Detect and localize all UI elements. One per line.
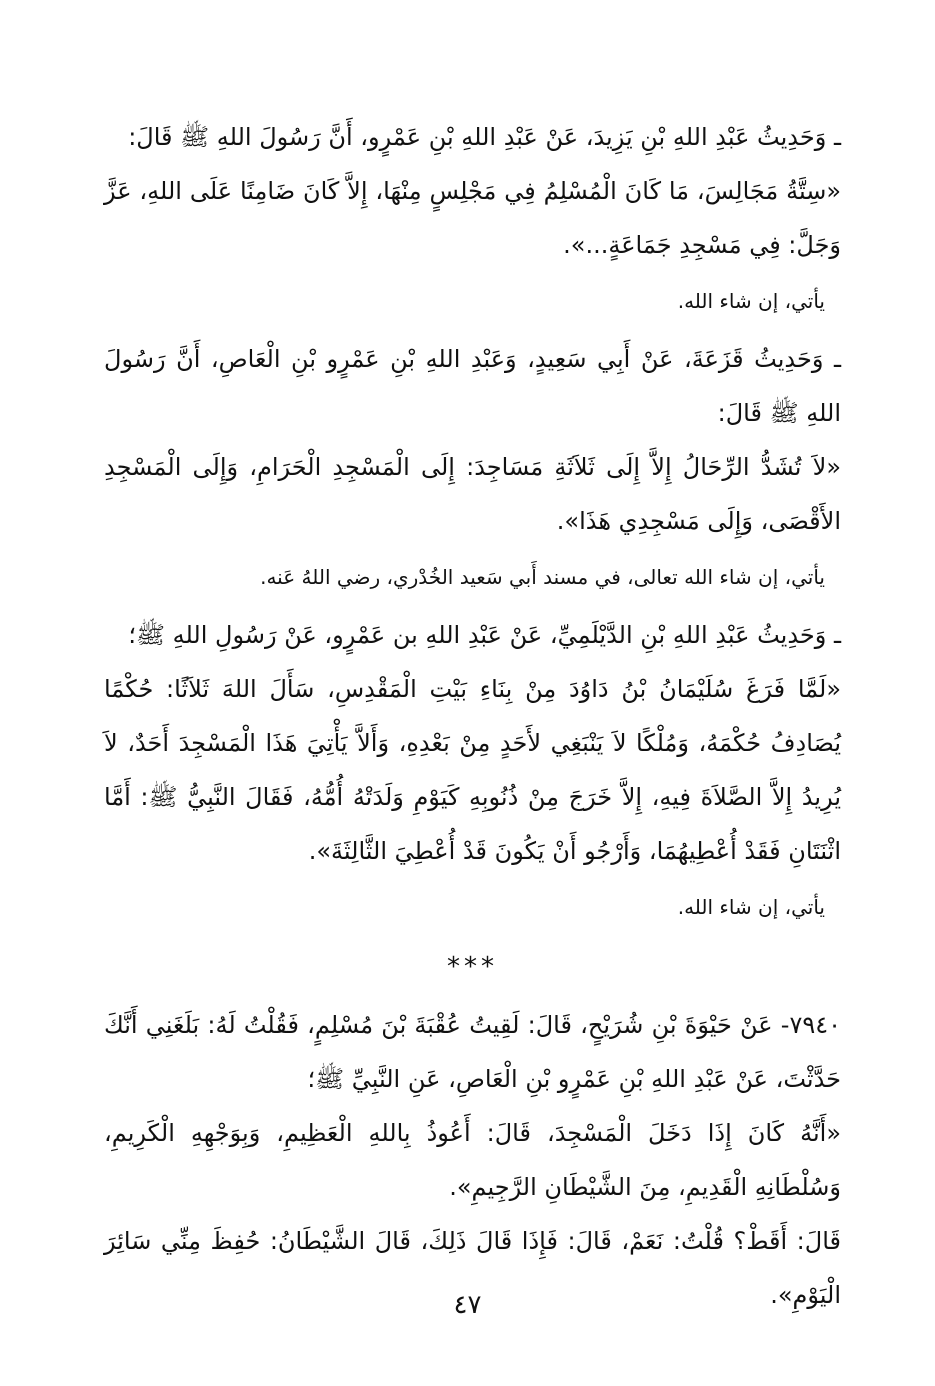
paragraph-sulayman: «لَمَّا فَرَغَ سُلَيْمَانُ بْنُ دَاوُدَ مِنْ بِنَاءِ بَيْتِ الْمَقْدِسِ، سَأَلَ اللهَ ثَلاَثًا: حُكْمًا يُصَادِفُ حُكْمَهُ، وَمُلْكًا لاَ يَنْبَغِي لأَحَدٍ مِنْ بَعْدِهِ، وَأَلاَّ يَأْتِيَ هَذَا الْمَسْجِدَ أَحَدٌ، لاَ يُرِيدُ إِلاَّ الصَّلاَةَ فِيهِ، إِلاَّ خَرَجَ مِنْ ذُنُوبِهِ كَيَوْمِ وَلَدَتْهُ أُمُّهُ، فَقَالَ النَّبِيُّ ﷺ: أَمَّا اثْنَتَانِ فَقَدْ أُعْطِيهُمَا، وَأَرْجُو أَنْ يَكُونَ قَدْ أُعْطِيَ الثَّالِثَةَ». <box>104 675 841 865</box>
note-yati-2: يأتي، إن شاء الله. <box>677 895 825 919</box>
paragraph-six-gatherings: «سِتَّةُ مَجَالِسَ، مَا كَانَ الْمُسْلِمُ فِي مَجْلِسٍ مِنْهَا، إِلاَّ كَانَ ضَامِنًا عَلَى اللهِ، عَزَّ وَجَلَّ: فِي مَسْجِدِ جَمَاعَةٍ...». <box>104 177 841 259</box>
paragraph-three-mosques: «لاَ تُشَدُّ الرِّحَالُ إِلاَّ إِلَى ثَلاَثَةِ مَسَاجِدَ: إِلَى الْمَسْجِدِ الْحَرَامِ، وَإِلَى الْمَسْجِدِ الأَقْصَى، وَإِلَى مَسْجِدِي هَذَا». <box>104 453 841 535</box>
section-divider-stars: *** <box>447 952 498 982</box>
paragraph-hadith-daylami: ـ وَحَدِيثُ عَبْدِ اللهِ بْنِ الدَّيْلَمِيِّ، عَنْ عَبْدِ اللهِ بن عَمْرٍو، عَنْ رَسُولِ اللهِ ﷺ؛ <box>128 621 841 649</box>
paragraph-hadith-7940: ٧٩٤٠- عَنْ حَيْوَةَ بْنِ شُرَيْحٍ، قَالَ: لَقِيتُ عُقْبَةَ بْنَ مُسْلِمٍ، فَقُلْتُ لَهُ: بَلَغَنِي أَنَّكَ حَدَّثْتَ، عَنْ عَبْدِ اللهِ بْنِ عَمْرٍو بْنِ الْعَاصِ، عَنِ النَّبِيِّ ﷺ؛ <box>104 1011 841 1093</box>
paragraph-aqat: قَالَ: أَقَطْ؟ قُلْتُ: نَعَمْ، قَالَ: فَإِذَا قَالَ ذَلِكَ، قَالَ الشَّيْطَانُ: حُفِظَ مِنِّي سَائِرَ الْيَوْمِ». <box>104 1227 841 1309</box>
note-yati: يأتي، إن شاء الله. <box>677 289 825 313</box>
paragraph-hadith-qazaa: ـ وَحَدِيثُ قَزَعَةَ، عَنْ أَبِي سَعِيدٍ، وَعَبْدِ اللهِ بْنِ عَمْرٍو بْنِ الْعَاصِ، أَنَّ رَسُولَ اللهِ ﷺ قَالَ: <box>104 345 841 427</box>
paragraph-hadith-abdullah-bin-yazid: ـ وَحَدِيثُ عَبْدِ اللهِ بْنِ يَزِيدَ، عَنْ عَبْدِ اللهِ بْنِ عَمْرٍو، أَنَّ رَسُولَ اللهِ ﷺ قَالَ: <box>128 123 841 151</box>
paragraph-entering-mosque: «أَنَّهُ كَانَ إِذَا دَخَلَ الْمَسْجِدَ، قَالَ: أَعُوذُ بِاللهِ الْعَظِيمِ، وَبِوَجْهِهِ الْكَرِيمِ، وَسُلْطَانِهِ الْقَدِيمِ، مِنَ الشَّيْطَانِ الرَّجِيمِ». <box>104 1119 841 1201</box>
page-body <box>104 110 841 1322</box>
page-number: ٤٧ <box>453 1290 482 1320</box>
note-musnad-abi-said: يأتي، إن شاء الله تعالى، في مسند أَبي سَعيد الخُدْري، رضي اللهُ عَنه. <box>260 565 825 589</box>
